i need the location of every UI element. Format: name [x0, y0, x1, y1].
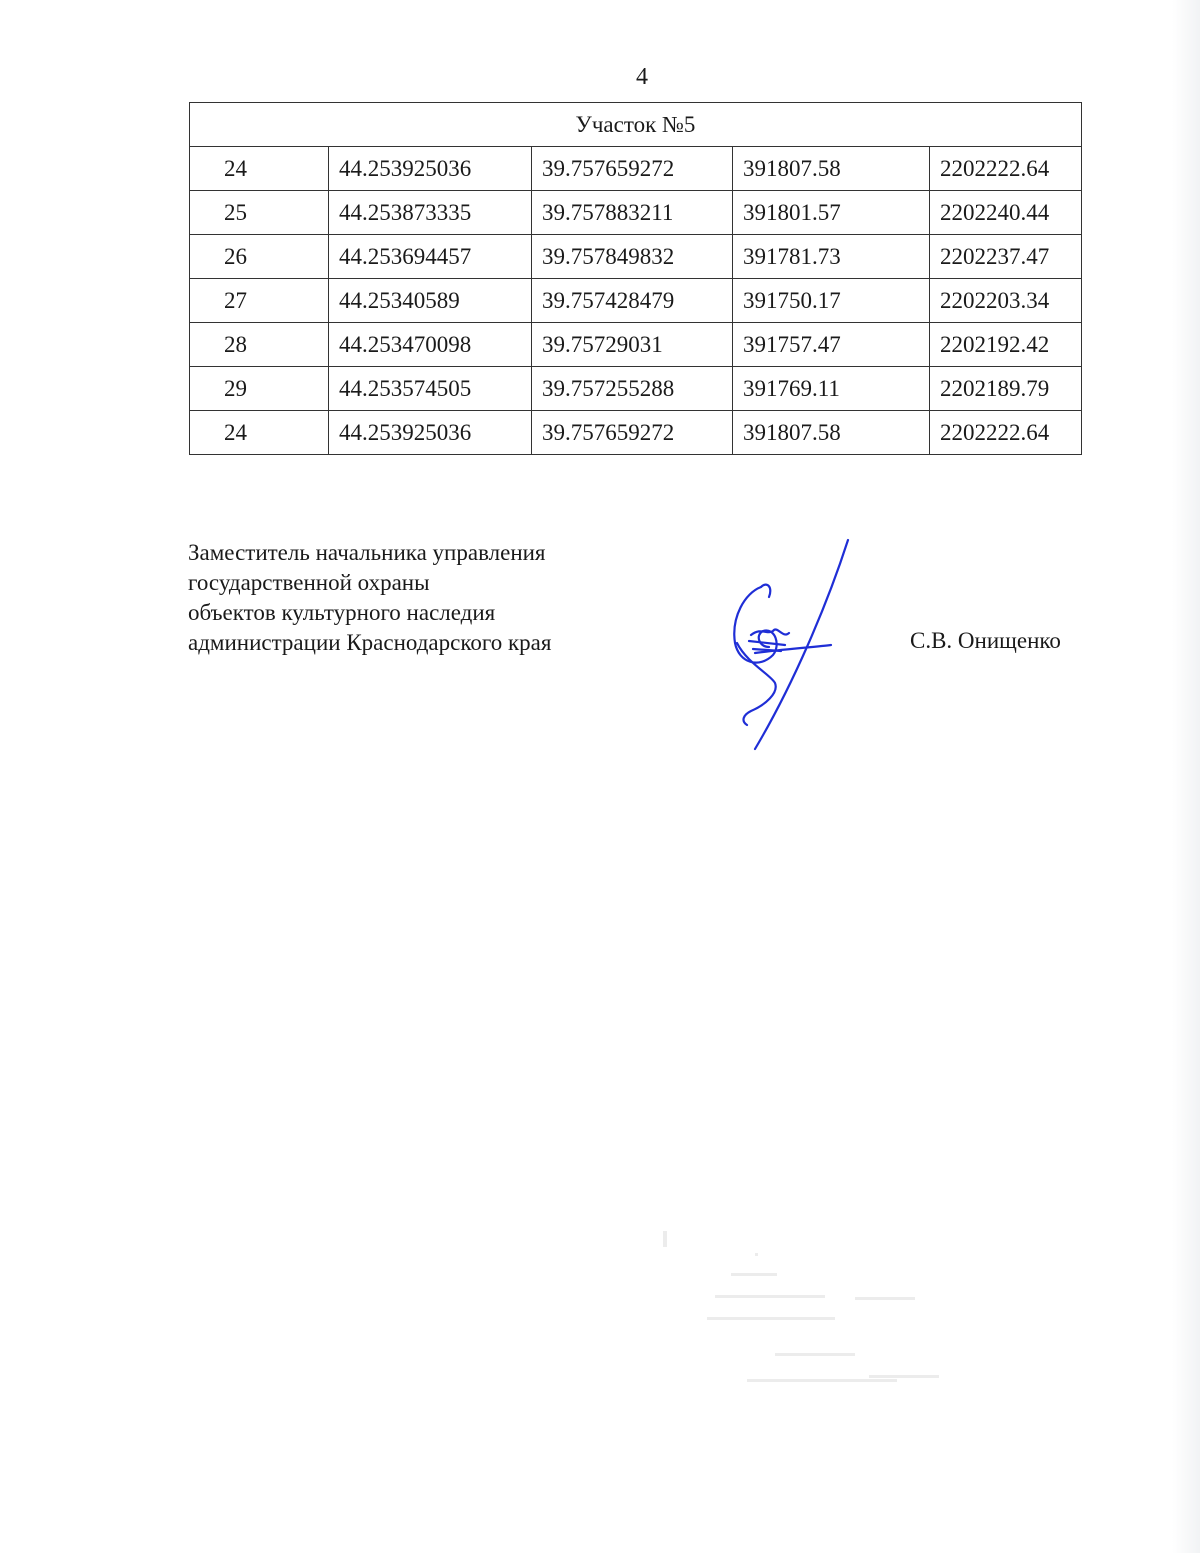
table-row	[190, 411, 1082, 455]
latitude-cell: 44.253574505	[329, 367, 532, 411]
coordinates-table	[189, 102, 1082, 455]
longitude-cell: 39.757659272	[532, 411, 733, 455]
latitude-cell: 44.253925036	[329, 147, 532, 191]
x-coordinate-cell: 391781.73	[733, 235, 930, 279]
point-number: 25	[190, 191, 329, 235]
latitude-cell: 44.253873335	[329, 191, 532, 235]
point-number: 27	[190, 279, 329, 323]
faint-stamp-impression	[655, 1225, 975, 1415]
longitude-cell: 39.75729031	[532, 323, 733, 367]
table-section-row	[190, 103, 1082, 147]
table-row	[190, 367, 1082, 411]
y-coordinate-cell: 2202222.64	[930, 411, 1082, 455]
y-coordinate-cell: 2202192.42	[930, 323, 1082, 367]
signatory-title-line: объектов культурного наследия	[188, 600, 496, 625]
y-coordinate-cell: 2202222.64	[930, 147, 1082, 191]
latitude-cell: 44.253925036	[329, 411, 532, 455]
x-coordinate-cell: 391801.57	[733, 191, 930, 235]
point-number: 24	[190, 147, 329, 191]
signatory-title-line: Заместитель начальника управления	[188, 540, 546, 565]
point-number: 26	[190, 235, 329, 279]
point-number: 29	[190, 367, 329, 411]
x-coordinate-cell: 391769.11	[733, 367, 930, 411]
longitude-cell: 39.757659272	[532, 147, 733, 191]
longitude-cell: 39.757883211	[532, 191, 733, 235]
x-coordinate-cell: 391807.58	[733, 147, 930, 191]
longitude-cell: 39.757849832	[532, 235, 733, 279]
latitude-cell: 44.253694457	[329, 235, 532, 279]
handwritten-signature	[715, 535, 855, 755]
latitude-cell: 44.253470098	[329, 323, 532, 367]
longitude-cell: 39.757255288	[532, 367, 733, 411]
y-coordinate-cell: 2202240.44	[930, 191, 1082, 235]
signer-name: С.В. Онищенко	[910, 628, 1061, 653]
scan-edge-shadow	[1172, 0, 1200, 1553]
y-coordinate-cell: 2202237.47	[930, 235, 1082, 279]
latitude-cell: 44.25340589	[329, 279, 532, 323]
signatory-title-block	[188, 538, 551, 658]
signatory-title-line: администрации Краснодарского края	[188, 630, 552, 655]
longitude-cell: 39.757428479	[532, 279, 733, 323]
point-number: 28	[190, 323, 329, 367]
signatory-title-line: государственной охраны	[188, 570, 430, 595]
section-title: Участок №5	[190, 103, 1082, 147]
y-coordinate-cell: 2202189.79	[930, 367, 1082, 411]
y-coordinate-cell: 2202203.34	[930, 279, 1082, 323]
x-coordinate-cell: 391757.47	[733, 323, 930, 367]
table-row	[190, 279, 1082, 323]
point-number: 24	[190, 411, 329, 455]
table-row	[190, 147, 1082, 191]
x-coordinate-cell: 391750.17	[733, 279, 930, 323]
page-number: 4	[636, 64, 648, 90]
table-row	[190, 323, 1082, 367]
table-row	[190, 191, 1082, 235]
x-coordinate-cell: 391807.58	[733, 411, 930, 455]
table-row	[190, 235, 1082, 279]
